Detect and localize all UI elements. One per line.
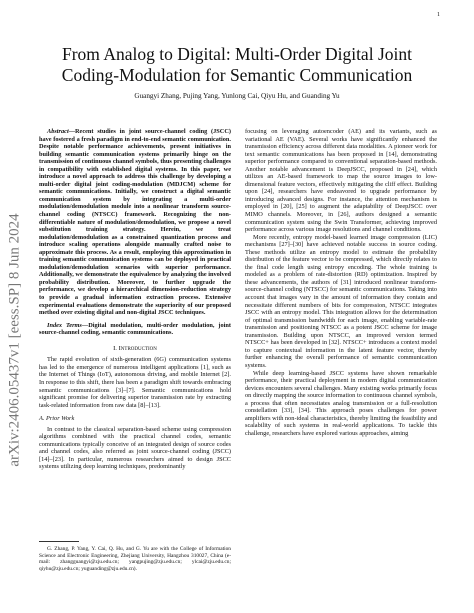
author-affiliation-footnote: G. Zhang, P. Yang, Y. Cai, Q. Hu, and G. Yu are with the College of Information Science and Electronic Engineering, Zhejiang University, Hangzhou 310027, China (e-mail: zhangguangyi@zju.edu.cn; yangpujing@zju.edu.cn; ylcai@zju.edu.cn; qiyhu@zju.edu.cn; yuguanding@zju.edu.cn). [39, 546, 231, 572]
abstract-label: Abstract— [47, 128, 75, 135]
left-column [39, 128, 231, 471]
page-number: 1 [437, 12, 440, 18]
index-terms [39, 322, 231, 337]
index-terms-label: Index Terms— [47, 321, 89, 329]
abstract [39, 128, 231, 317]
footnote-divider [39, 541, 79, 542]
arxiv-identifier: arXiv:2406.05437v1 [eess.SP] 8 Jun 2024 [6, 213, 23, 467]
right-column-paragraph-1: focusing on leveraging autoencoder (AE) and its variants, such as variational AE (VAE). Several works have significantly enhanced the transmission efficiency across different data modalities. A pioneer work for text semantic communications has been proposed in [14], demonstrating superior performance compared to conventional separation-based methods. Another notable advancement is DeepJSCC, proposed in [24], which utilizes an AE-based framework to map the source images to low-dimensional feature vectors, effectively mitigating the cliff effect. Building upon [24], researchers have endeavored to upgrade performance by introducing advanced designs. For instance, the attention mechanism is employed in [20], [25] to augment the adaptability of DeepJSCC over MIMO channels. Moreover, in [26], authors designed a semantic communication system using the Swin Transformer, achieving improved performance across various image resolutions and channel conditions. [245, 128, 437, 234]
intro-paragraph: The rapid evolution of sixth-generation (6G) communication systems has led to the emergence of numerous intelligent applications [1], such as the Internet of Things (IoT), autonomous driving, and mobile Internet [2]. In response to this shift, there has been a paradigm shift towards embracing semantic communications [3]–[7]. Semantic communications hold significant promise for delivering superior transmission rate by extracting task-related information from raw data [8]–[13]. [39, 356, 231, 409]
right-column [245, 128, 437, 437]
abstract-text: Recent studies in joint source-channel coding (JSCC) have fostered a fresh paradigm in end-to-end semantic communication. Despite notable performance achievements, present initiatives in building semantic communication systems primarily hinge on the transmission of continuous channel symbols, thus presenting challenges in compatibility with established digital systems. In this paper, we introduce a novel approach to address this challenge by developing a multi-order digital joint coding-modulation (MDJCM) scheme for semantic communications. Initially, we construct a digital semantic communication system by integrating a multi-order modulation/demodulation module into a nonlinear transform source-channel coding (NTSCC) framework. Recognizing the non-differentiable nature of modulation/demodulation, we propose a novel substitution training strategy. Herein, we treat modulation/demodulation as a constrained quantization process and introduce scaling operations alongside manually crafted noise to approximate this process. As a result, employing this approximation in training semantic communication systems can be deployed in practical modulation/demodulation scenarios with superior performance. Additionally, we demonstrate the equivalence by analyzing the involved probability distribution. Moreover, to further upgrade the performance, we develop a hierarchical dimension-reduction strategy to provide a gradual information extraction process. Extensive experimental evaluations demonstrate the superiority of our proposed method over existing digital and non-digital JSCC techniques. [39, 128, 231, 317]
right-column-paragraph-2: More recently, entropy model-based learned image compression (LIC) mechanisms [27]–[30] have achieved notable success in source coding. These methods utilize an entropy model to estimate the probability distribution of the feature vector to be compressed, which directly relates to the final code length using entropy encoding. The whole training is modeled as a problem of rate-distortion (RD) optimization. Inspired by these advancements, the authors of [31] introduced nonlinear transform-source-channel coding (NTSCC) for semantic communications. Taking into account that images vary in the amount of information they contain and necessitate different numbers of bits for compression, NTSCC integrates JSCC with an entropy model. This integration allows for the determination of optimal transmission bandwidth for each image, enabling variable-rate transmission and positioning NTSCC as a potent JSCC scheme for image transmission. Building upon NTSCC, an improved version termed NTSCC+ has been developed in [32]. NTSCC+ introduces a context model to capture contextual information in the latent feature vector, thereby further enhancing the overall performance of semantic communication systems. [245, 233, 437, 369]
right-column-paragraph-3: While deep learning-based JSCC systems have shown remarkable performance, their practical deployment in modern digital communication devices encounters several challenges. Many existing works primarily focus on directly mapping the source information to continuous channel symbols, a process that often necessitates analog transmission or a full-resolution constellation [33], [34]. This approach poses challenges for power amplifiers with non-ideal characteristics, thereby limiting the feasibility and scalability of such systems in real-world applications. To tackle this challenge, researchers have explored various approaches, aiming [245, 369, 437, 437]
prior-work-paragraph: In contrast to the classical separation-based scheme using compression algorithms combined with the practical channel codes, semantic communications typically conceive of an integrated design of source codes and channel codes, also referred as joint source-channel coding (JSCC) [14]–[23]. In particular, numerous researchers aimed to design JSCC systems utilizing deep learning techniques, predominantly [39, 425, 231, 471]
subsection-heading-prior-work: A. Prior Work [39, 415, 75, 423]
section-heading-introduction: I. Introduction [113, 344, 157, 352]
author-list: Guangyi Zhang, Pujing Yang, Yunlong Cai, Qiyu Hu, and Guanding Yu [134, 92, 340, 100]
index-terms-text: Digital modulation, multi-order modulation, joint source-channel coding, semantic communications. [39, 321, 231, 337]
arxiv-stamp [0, 120, 30, 560]
paper-title: From Analog to Digital: Multi-Order Digital Joint Coding-Modulation for Semantic Communication [61, 44, 413, 85]
